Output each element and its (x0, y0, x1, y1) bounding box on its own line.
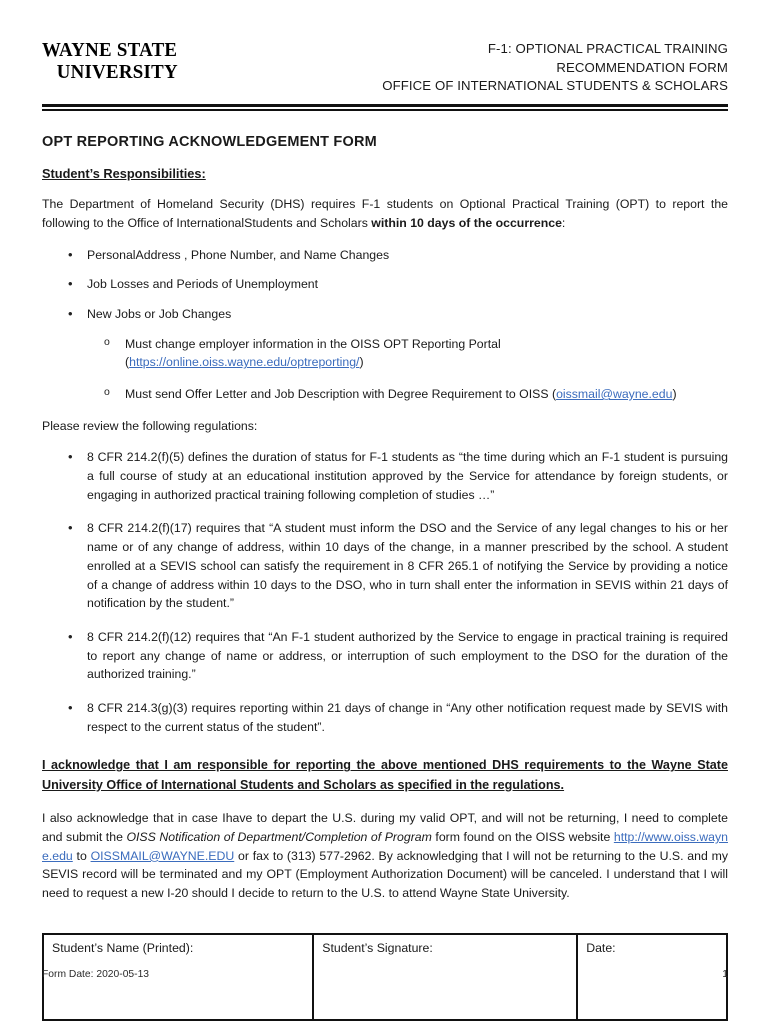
closing-part-1: I also acknowledge that in case Ihave to depart the U.S. during my valid OPT, and will not be returning, I need to complete and submit the (42, 811, 728, 845)
page-title: OPT REPORTING ACKNOWLEDGEMENT FORM (42, 134, 377, 151)
student-name-label: Student’s Name (Printed): (52, 940, 194, 955)
paren-close: ) (359, 355, 364, 370)
list-item: • Job Losses and Periods of Unemployment (42, 275, 728, 294)
header-title-line-2: RECOMMENDATION FORM (556, 59, 728, 75)
form-date: Form Date: 2020-05-13 (42, 969, 150, 980)
logo-line-1: WAYNE STATE (42, 39, 178, 61)
sub-item-2-text-after: ) (672, 387, 677, 402)
sub-item-2-text-before: Must send Offer Letter and Job Description with Degree Requirement to OISS ( (125, 387, 557, 402)
oissmail-uppercase-email-link[interactable]: OISSMAIL@WAYNE.EDU (90, 848, 235, 863)
header-title-block (382, 34, 728, 96)
responsibilities-list (42, 246, 728, 324)
regulations-list (42, 448, 728, 736)
oissmail-email-link[interactable]: oissmail@wayne.edu (556, 387, 673, 402)
list-item: • 8 CFR 214.2(f)(5) defines the duration of status for F-1 students as “the time during which an F-1 student is pursuing a full course of study at an educational institution approved by the Service for attendance by foreign students, or engaging in authorized practical training following completion of studies …” (42, 448, 728, 504)
sub-items-wrapper (80, 335, 728, 404)
intro-text-part-2: : (561, 215, 566, 230)
sub-items-list (80, 335, 728, 404)
oiss-website-link[interactable]: http://www.oiss.wayne.edu (42, 830, 728, 863)
list-item: • New Jobs or Job Changes (42, 305, 728, 324)
wayne-state-university-logo (42, 34, 232, 82)
intro-paragraph (42, 195, 728, 232)
list-item: • 8 CFR 214.2(f)(12) requires that “An F-1 student authorized by the Service to engage in practical training is required to report any change of name or address, or interruption of such employment to the DSO for the duration of the authorized training.” (42, 628, 728, 684)
list-item: • PersonalAddress , Phone Number, and Name Changes (42, 246, 728, 265)
intro-text-part-1: The Department of Homeland Security (DHS) requires F-1 students on Optional Practical Training (OPT) to report the following to the Office of InternationalStudents and Scholars (42, 197, 728, 230)
list-item (80, 385, 728, 404)
closing-part-2: form found on the OISS website (431, 830, 614, 845)
paren-open: ( (125, 355, 130, 370)
intro-text-bold: within 10 days of the occurrence (371, 215, 562, 230)
section-heading-responsibilities: Student’s Responsibilities: (42, 166, 206, 182)
date-label: Date: (586, 940, 616, 955)
document-header (42, 0, 728, 96)
header-title-line-3: OFFICE OF INTERNATIONAL STUDENTS & SCHOLARS (382, 78, 728, 94)
document-footer (42, 969, 728, 980)
list-item: • 8 CFR 214.2(f)(17) requires that “A student must inform the DSO and the Service of any legal changes to his or her name or of any change of address, within 10 days of the change, in a manner prescribed by the school. A student enrolled at a SEVIS school can satisfy the requirement in 8 CFR 265.1 of notifying the Service by providing a notice of a change of address within 10 days to the DSO, who in turn shall enter the information in SEVIS within 21 days of notification by the student.” (42, 519, 728, 612)
list-item (80, 335, 728, 372)
header-title-line-1: F-1: OPTIONAL PRACTICAL TRAINING (487, 41, 728, 56)
opt-reporting-portal-link[interactable]: https://online.oiss.wayne.edu/optreporting/ (129, 355, 360, 370)
regulations-intro: Please review the following regulations: (42, 418, 258, 433)
acknowledgement-statement: I acknowledge that I am responsible for reporting the above mentioned DHS requirements to the Wayne State University Office of International Students and Scholars as specified in the regulations. (42, 758, 728, 792)
closing-part-4: or fax to (313) 577-2962. By acknowledging that I will not be returning to the U.S. and my SEVIS record will be terminated and my OPT (Employment Authorization Document) will be canceled. I understand that I will need to request a new I-20 should I decide to return to the U.S. to attend Wayne State University. (42, 848, 728, 901)
oiss-notification-form-name: OISS Notification of Department/Completion of Program (126, 830, 432, 845)
student-signature-label: Student’s Signature: (322, 940, 433, 955)
closing-part-3: to (72, 848, 91, 863)
header-divider-rule (42, 104, 728, 113)
page-number: 1 (722, 969, 728, 980)
logo-line-2: UNIVERSITY (56, 60, 178, 83)
sub-item-1-text: Must change employer information in the OISS OPT Reporting Portal (125, 336, 501, 351)
closing-paragraph (42, 809, 728, 902)
list-item: • 8 CFR 214.3(g)(3) requires reporting within 21 days of change in “Any other notification request made by SEVIS with respect to the current status of the student”. (42, 699, 728, 736)
